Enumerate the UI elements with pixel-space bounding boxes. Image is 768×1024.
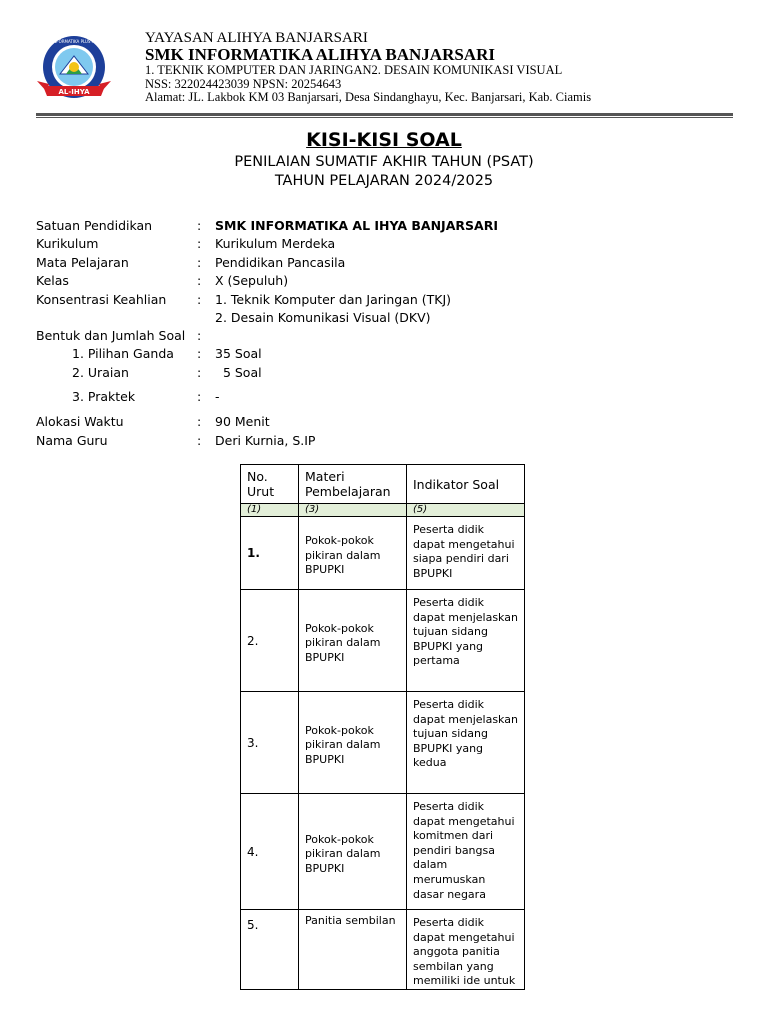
- info-label: 1. Pilihan Ganda: [72, 346, 174, 361]
- info-colon: :: [197, 365, 202, 380]
- row-indikator: Peserta didik dapat mengetahui anggota panitia sembilan yang memiliki ide untuk: [413, 916, 516, 988]
- info-label: Mata Pelajaran: [36, 255, 129, 270]
- address: Alamat: JL. Lakbok KM 03 Banjarsari, Desa Sindanghayu, Kec. Banjarsari, Kab. Ciamis: [145, 90, 592, 105]
- subheader-indikator: (5): [407, 504, 525, 517]
- row-materi: Pokok-pokok pikiran dalam BPUPKI: [305, 723, 381, 766]
- table-row: [241, 794, 525, 910]
- row-no: 3.: [241, 692, 299, 794]
- info-label: Kurikulum: [36, 236, 99, 251]
- info-label: Konsentrasi Keahlian: [36, 292, 167, 307]
- header-no: No. Urut: [241, 465, 299, 504]
- svg-text:AL-IHYA: AL-IHYA: [58, 88, 90, 96]
- info-label: Kelas: [36, 273, 69, 288]
- info-colon: :: [197, 236, 202, 251]
- row-materi: Pokok-pokok pikiran dalam BPUPKI: [305, 832, 381, 875]
- row-indikator: Peserta didik dapat mengetahui komitmen dari pendiri bangsa dalam merumuskan dasar negara: [413, 800, 515, 901]
- info-label: 2. Uraian: [72, 365, 129, 380]
- header-divider: [36, 113, 733, 116]
- info-colon: :: [197, 255, 202, 270]
- row-materi: Pokok-pokok pikiran dalam BPUPKI: [305, 534, 381, 577]
- row-no: 5.: [241, 910, 299, 990]
- school-logo: [33, 34, 115, 104]
- info-label: Alokasi Waktu: [36, 414, 124, 429]
- row-no: 2.: [241, 590, 299, 692]
- row-indikator: Peserta didik dapat menjelaskan tujuan sidang BPUPKI yang pertama: [413, 596, 518, 668]
- info-colon: :: [197, 389, 202, 404]
- row-materi: Panitia sembilan: [305, 914, 396, 927]
- row-no: 1.: [241, 517, 299, 590]
- info-label: Bentuk dan Jumlah Soal: [36, 328, 186, 343]
- assessment-name: PENILAIAN SUMATIF AKHIR TAHUN (PSAT): [234, 154, 534, 170]
- academic-year: TAHUN PELAJARAN 2024/2025: [274, 173, 494, 189]
- info-value: Kurikulum Merdeka: [215, 236, 336, 251]
- header-divider-thin: [36, 117, 733, 118]
- row-indikator: Peserta didik dapat menjelaskan tujuan sidang BPUPKI yang kedua: [413, 698, 518, 770]
- info-label: 3. Praktek: [72, 389, 136, 404]
- info-value: 2. Desain Komunikasi Visual (DKV): [215, 310, 431, 325]
- foundation-name: YAYASAN ALIHYA BANJARSARI: [145, 30, 368, 46]
- info-colon: :: [197, 218, 202, 233]
- svg-text:SMK INFORMATIKA PLUS ALIHYA: SMK INFORMATIKA PLUS ALIHYA: [42, 39, 106, 44]
- row-no: 4.: [241, 794, 299, 910]
- row-materi: Pokok-pokok pikiran dalam BPUPKI: [305, 621, 381, 664]
- header-indikator: Indikator Soal: [407, 465, 525, 504]
- info-value: Deri Kurnia, S.IP: [215, 433, 316, 448]
- info-colon: :: [197, 346, 202, 361]
- info-value: 1. Teknik Komputer dan Jaringan (TKJ): [215, 292, 452, 307]
- table-row: [241, 692, 525, 794]
- info-colon: :: [197, 273, 202, 288]
- document-subtitle: [0, 153, 768, 191]
- info-value: -: [215, 389, 220, 404]
- info-label: Satuan Pendidikan: [36, 218, 153, 233]
- table-row: [241, 910, 525, 990]
- table-header-row: [241, 465, 525, 504]
- info-label: Nama Guru: [36, 433, 108, 448]
- info-value: Pendidikan Pancasila: [215, 255, 346, 270]
- info-value: X (Sepuluh): [215, 273, 289, 288]
- info-colon: :: [197, 433, 202, 448]
- table-row: [241, 590, 525, 692]
- kisi-kisi-table: [240, 464, 525, 990]
- subheader-no: (1): [241, 504, 299, 517]
- info-value: SMK INFORMATIKA AL IHYA BANJARSARI: [215, 218, 498, 233]
- document-title: KISI-KISI SOAL: [306, 129, 462, 151]
- school-name: SMK INFORMATIKA ALIHYA BANJARSARI: [145, 45, 495, 64]
- letterhead: [145, 30, 591, 105]
- row-indikator: Peserta didik dapat mengetahui siapa pendiri dari BPUPKI: [413, 523, 515, 580]
- subheader-materi: (3): [299, 504, 407, 517]
- info-colon: :: [197, 414, 202, 429]
- info-value: 90 Menit: [215, 414, 270, 429]
- table-row: [241, 517, 525, 590]
- programs: 1. TEKNIK KOMPUTER DAN JARINGAN2. DESAIN KOMUNIKASI VISUAL: [145, 63, 563, 77]
- info-colon: :: [197, 328, 202, 343]
- registration-numbers: NSS: 322024423039 NPSN: 20254643: [145, 76, 342, 91]
- header-materi: Materi Pembelajaran: [299, 465, 407, 504]
- info-value: 35 Soal: [215, 346, 262, 361]
- table-subheader-row: [241, 504, 525, 517]
- info-colon: :: [197, 292, 202, 307]
- info-value: 5 Soal: [215, 365, 262, 380]
